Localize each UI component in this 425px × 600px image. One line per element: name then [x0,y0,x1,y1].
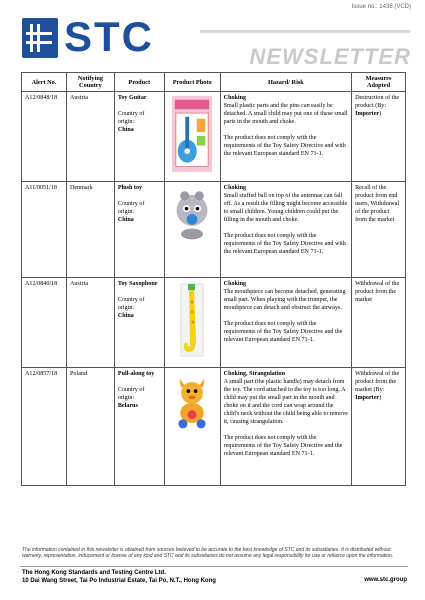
issue-number: Issue no.: 1438 (VCD) [351,4,411,10]
disclaimer: The information contained in this newsletter is obtained from sources believed to be accurate to the best knowledge of STC and its subsidiaries. It is distributed without warranty, representation, inducement or license of any kind and STC and its subsidiaries do not assume any legal responsibility for use or reliance upon the information. [22,547,394,559]
hazard-text: Small plastic parts and the pins can easily be detached. A small child may put one of these small parts in the mouth and choke. [223,103,348,125]
product-name: Toy Guitar [117,95,147,101]
footer-divider [20,566,408,567]
product-name: Plush toy [117,185,143,191]
alert-no: A12/0848/18 [22,92,67,182]
col-hazard: Hazard/ Risk [220,73,351,92]
header-swoosh [199,30,410,33]
newsletter-title: NEWSLETTER [249,44,411,69]
origin-country: Belarus [117,403,138,409]
hazard-note: The product does not comply with the requirements of the Toy Safety Directive and with the relevant European standard EN 71-1. [223,135,346,157]
col-photo: Product Photo [164,73,220,92]
table-row [22,92,406,182]
table-row [22,182,406,278]
hazard-title: Choking [223,95,247,101]
product-cell [114,368,164,486]
product-photo [164,92,220,182]
measures-by: Importer [355,111,380,117]
hazard-cell [220,368,351,486]
stc-logo-icon [22,18,58,58]
col-product: Product [114,73,164,92]
measures-text: Withdrawal of the product from the market (By: [355,371,400,393]
product-name: Pull-along toy [117,371,155,377]
website-link[interactable]: www.stc.group [364,577,407,583]
measures-cell [352,182,406,278]
hazard-text: A small part (the plastic handle) may detach from the toy. The cord attached to the toy is too long. A child may put the small part in the mouth and choke on it and the cord can wrap around the child's neck without the child being able to remove it, causing strangulation. [223,379,348,425]
origin-label: Country of origin: [117,297,145,311]
country: Austria [66,278,114,368]
hazard-cell [220,92,351,182]
table-row [22,278,406,368]
page-header [0,0,425,70]
product-cell [114,92,164,182]
table-header-row [22,73,406,92]
origin-label: Country of origin: [117,111,145,125]
hazard-cell [220,182,351,278]
alerts-table [21,72,406,486]
alert-no: A12/0840/18 [22,278,67,368]
plush-toy-photo [172,184,212,244]
footer-address [22,569,216,585]
country: Poland [66,368,114,486]
measures-cell [352,92,406,182]
hazard-note: The product does not comply with the requirements of the Toy Safety Directive and the relevant European standard EN 71-1. [223,435,343,457]
hazard-note: The product does not comply with the requirements of the Toy Safety Directive and with the relevant European standard EN 71-1. [223,233,346,255]
origin-label: Country of origin: [117,387,145,401]
hazard-text: The mouthpiece can become detached, generating small part. When playing with the trumpet, the mouthpiece can detach and obstruct the airways. [223,289,346,311]
product-cell [114,182,164,278]
origin-label: Country of origin: [117,201,145,215]
toy-guitar-photo [172,94,212,174]
product-cell [114,278,164,368]
measures-by: Importer [355,395,380,401]
company-address: 10 Dai Wang Street, Tai Po Industrial Estate, Tai Po, N.T., Hong Kong [22,578,216,584]
hazard-text: Small stuffed ball on top of the antennae can fall off. As a result the filling might become accessible to small children. Young children could put the filling in the mouth and choke. [223,193,348,223]
measures-end: ) [379,395,382,401]
col-country: Notifying Country [66,73,114,92]
measures-end: ) [379,111,382,117]
hazard-cell [220,278,351,368]
country: Austria [66,92,114,182]
hazard-note: The product does not comply with the requirements of the Toy Safety Directive and the relevant European standard EN 71-1. [223,321,343,343]
hazard-title: Choking [223,281,247,287]
alert-no: A11/0051/18 [22,182,67,278]
product-name: Toy Saxophone [117,281,158,287]
alert-no: A12/0857/18 [22,368,67,486]
company-name: The Hong Kong Standards and Testing Centre Ltd. [22,570,166,576]
hazard-title: Choking, Strangulation [223,371,285,377]
table-row [22,368,406,486]
origin-country: China [117,217,134,223]
logo-text: STC [64,13,154,60]
product-photo [164,278,220,368]
product-photo [164,368,220,486]
hazard-title: Choking [223,185,247,191]
country: Denmark [66,182,114,278]
measures-text: Withdrawal of the product from the market [355,281,400,303]
origin-country: China [117,127,134,133]
pull-along-toy-photo [172,370,212,434]
measures-text: Destruction of the product (By: [355,95,400,109]
measures-cell [352,368,406,486]
product-photo [164,182,220,278]
measures-text: Recall of the product from end users, Withdrawal of the product from the market [355,185,400,223]
col-measures: Measures Adopted [352,73,406,92]
col-alert-no: Alert No. [22,73,67,92]
origin-country: China [117,313,134,319]
toy-saxophone-photo [172,280,212,360]
measures-cell [352,278,406,368]
